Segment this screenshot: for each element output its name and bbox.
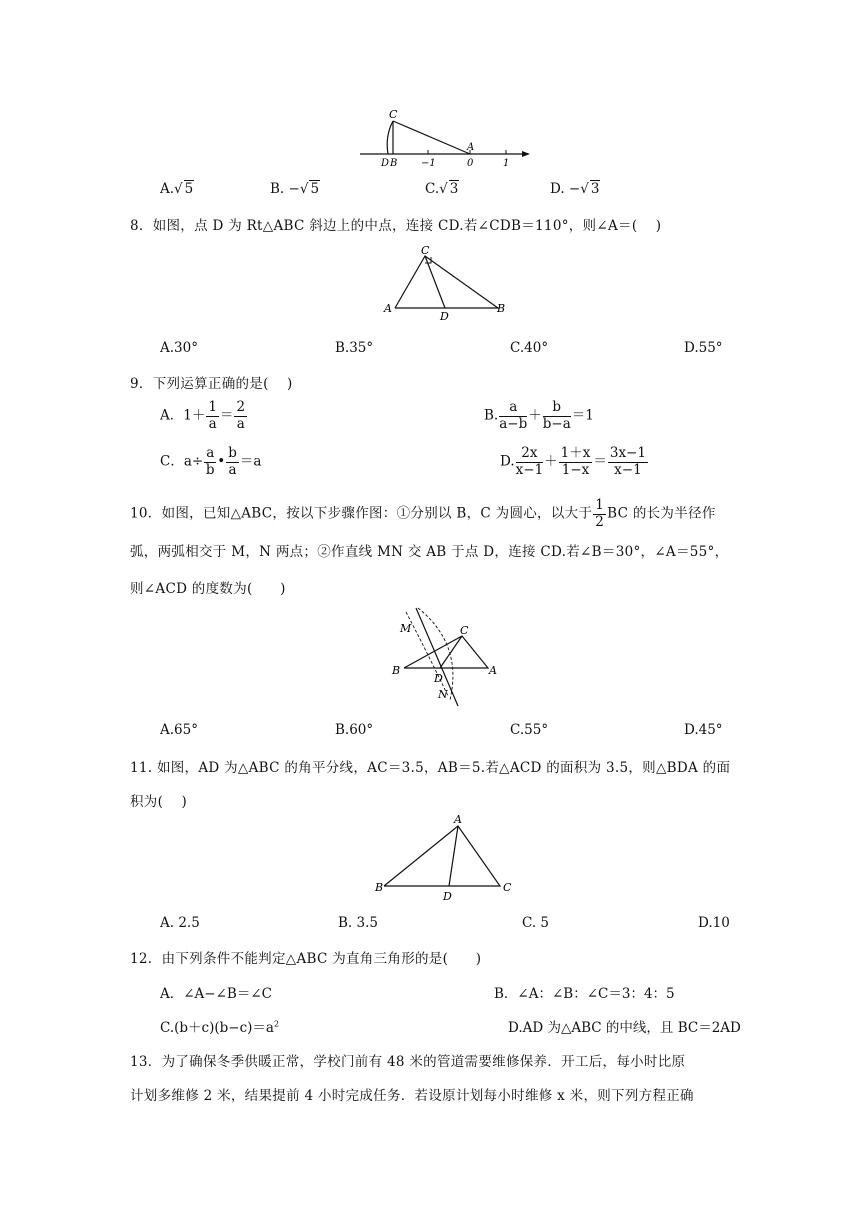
q11-label-A: A [454, 813, 462, 826]
q11-text-line1: 11. 如图，AD 为△ABC 的角平分线，AC＝3.5，AB＝5.若△ACD 的面积为 3.5，则△BDA 的面 [130, 760, 731, 776]
q10-label-A: A [489, 664, 497, 677]
q10-text-line1: 10．如图，已知△ABC，按以下步骤作图：①分别以 B，C 为圆心，以大于 $\frac{1}{2}$ BC 的长为半径作 [130, 497, 716, 530]
q10-label-C: C [460, 624, 469, 637]
q10-option-d: D.45° [684, 722, 723, 738]
q7-option-b: B. −√ 5 [270, 181, 320, 197]
q12-question-text: 12．由下列条件不能判定△ABC 为直角三角形的是( ) [130, 951, 482, 967]
q11-option-a: A. 2.5 [160, 915, 200, 931]
q8-option-a: A.30° [160, 340, 198, 356]
q7-label-A: A [467, 142, 475, 153]
q10-label-B: B [392, 664, 401, 677]
q7-tick-one: 1 [503, 158, 510, 169]
q7-tick-minus-one: −1 [421, 158, 436, 169]
q10-text-line2: 弧，两弧相交于 M，N 两点；②作直线 MN 交 AB 于点 D，连接 CD.若∠B＝30°，∠A＝55°， [130, 544, 729, 560]
q12-option-c: $C.(b+c)(b-c)=a^2$ [160, 1019, 280, 1036]
q10-label-D: D [434, 672, 443, 685]
q11-triangle-figure [372, 812, 522, 906]
q11-text-line2: 积为( ) [130, 794, 188, 810]
q8-option-c: C.40° [510, 340, 549, 356]
q8-label-D: D [440, 310, 449, 322]
q10-option-a: A.65° [160, 722, 198, 738]
q10-label-M: M [400, 622, 412, 635]
q7-label-B: B [390, 158, 398, 169]
q7-option-c: C.√ 3 [425, 181, 459, 197]
q11-option-b: B. 3.5 [338, 915, 378, 931]
q9-option-a: A．1＋ $\frac{1}{a}$ ＝ $\frac{2}{a}$ [160, 399, 246, 432]
q7-label-C: C [389, 108, 398, 121]
q7-option-a: A.√ 5 [160, 181, 194, 197]
q11-label-C: C [503, 881, 512, 894]
q13-text-line2: 计划多维修 2 米，结果提前 4 小时完成任务．若设原计划每小时维修 x 米，则下列方程正确 [130, 1088, 694, 1104]
q10-label-N: N [438, 688, 448, 701]
q8-option-d: D.55° [684, 340, 723, 356]
q9-option-b: B. $\frac{a}{a-b}$ ＋ $\frac{b}{b-a}$ ＝1 [484, 399, 594, 432]
q7-option-d: D. −√ 3 [550, 181, 600, 197]
q8-label-C: C [421, 244, 430, 257]
q8-triangle-figure [380, 244, 510, 322]
q10-option-c: C.55° [510, 722, 549, 738]
q10-construction-figure [388, 604, 508, 708]
q11-label-D: D [443, 890, 452, 903]
q7-tick-zero: 0 [467, 158, 474, 169]
q9-option-c: C．a÷ $\frac{a}{b}$ • $\frac{b}{a}$ ＝a [160, 445, 262, 478]
q12-option-b: B．∠A：∠B：∠C＝3：4：5 [494, 986, 675, 1002]
q10-text-line3: 则∠ACD 的度数为( ) [130, 581, 286, 597]
q11-option-d: D.10 [698, 915, 730, 931]
q10-option-b: B.60° [335, 722, 374, 738]
q11-label-B: B [375, 881, 384, 894]
q13-text-line1: 13．为了确保冬季供暖正常，学校门前有 48 米的管道需要维修保养．开工后，每小时比原 [130, 1054, 686, 1070]
q8-label-B: B [497, 302, 506, 315]
q7-number-line-figure [355, 104, 535, 170]
q9-option-d: D. $\frac{2x}{x-1}$ ＋ $\frac{1+x}{1-x}$ ＝ $\frac{3x-1}{x-1}$ [500, 445, 646, 478]
q9-question-text: 9．下列运算正确的是( ) [130, 376, 293, 392]
q7-label-D: D [381, 158, 390, 169]
q11-option-c: C. 5 [522, 915, 550, 931]
q8-question-text: 8．如图，点 D 为 Rt△ABC 斜边上的中点，连接 CD.若∠CDB＝110°，则∠A＝( ) [130, 218, 662, 234]
q12-option-a: A．∠A−∠B＝∠C [160, 986, 272, 1002]
q8-option-b: B.35° [335, 340, 374, 356]
q12-option-d: D.AD 为△ABC 的中线，且 BC＝2AD [508, 1020, 741, 1036]
q8-label-A: A [384, 302, 392, 315]
